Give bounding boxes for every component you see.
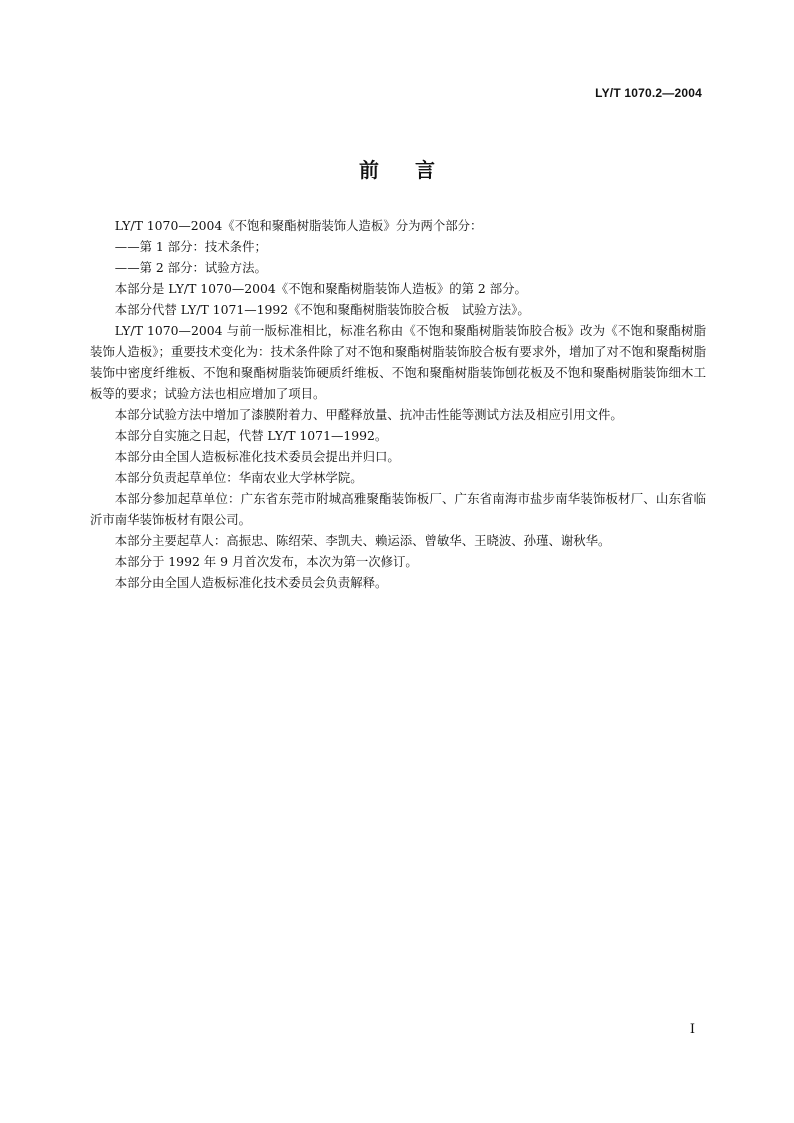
paragraph-part-2: ——第 2 部分：试验方法。 (114, 260, 267, 275)
page-title: 前言 (359, 158, 471, 182)
paragraph-parts-overview: LY/T 1070—2004《不饱和聚酯树脂装饰人造板》分为两个部分： (114, 218, 483, 233)
paragraph-drafting-unit: 本部分负责起草单位：华南农业大学林学院。 (114, 470, 363, 485)
paragraph-part-1: ——第 1 部分：技术条件； (114, 239, 267, 254)
paragraph-changes: LY/T 1070—2004 与前一版标准相比，标准名称由《不饱和聚酯树脂装饰胶合板》改为《不饱和聚酯树脂装饰人造板》；重要技术变化为：技术条件除了对不饱和聚酯树脂装饰胶合板有要求外，增加了对不饱和聚酯树脂装饰中密度纤维板、不饱和聚酯树脂装饰硬质纤维板、不饱和聚酯树脂装饰刨花板及不饱和聚酯树脂装饰细木工板等的要求；试验方法也相应增加了项目。 (90, 323, 706, 401)
paragraph-proposed-by: 本部分由全国人造板标准化技术委员会提出并归口。 (114, 449, 400, 464)
paragraph-drafters: 本部分主要起草人：高振忠、陈绍荣、李凯夫、赖运添、曾敏华、王晓波、孙瑾、谢秋华。 (114, 533, 611, 548)
paragraph-this-part: 本部分是 LY/T 1070—2004《不饱和聚酯树脂装饰人造板》的第 2 部分。 (114, 281, 527, 296)
foreword-body (90, 215, 706, 593)
paragraph-participating-units: 本部分参加起草单位：广东省东莞市附城高雅聚酯装饰板厂、广东省南海市盐步南华装饰板材厂、山东省临沂市南华装饰板材有限公司。 (90, 491, 706, 527)
paragraph-replaces: 本部分代替 LY/T 1071—1992《不饱和聚酯树脂装饰胶合板 试验方法》。 (114, 302, 530, 317)
paragraph-interpretation: 本部分由全国人造板标准化技术委员会负责解释。 (114, 575, 388, 590)
paragraph-effective: 本部分自实施之日起，代替 LY/T 1071—1992。 (114, 428, 388, 443)
paragraph-release-history: 本部分于 1992 年 9 月首次发布，本次为第一次修订。 (114, 554, 418, 569)
paragraph-added-methods: 本部分试验方法中增加了漆膜附着力、甲醛释放量、抗冲击性能等测试方法及相应引用文件。 (114, 407, 623, 422)
document-code: LY/T 1070.2—2004 (595, 86, 702, 100)
page-number: I (689, 1022, 695, 1037)
